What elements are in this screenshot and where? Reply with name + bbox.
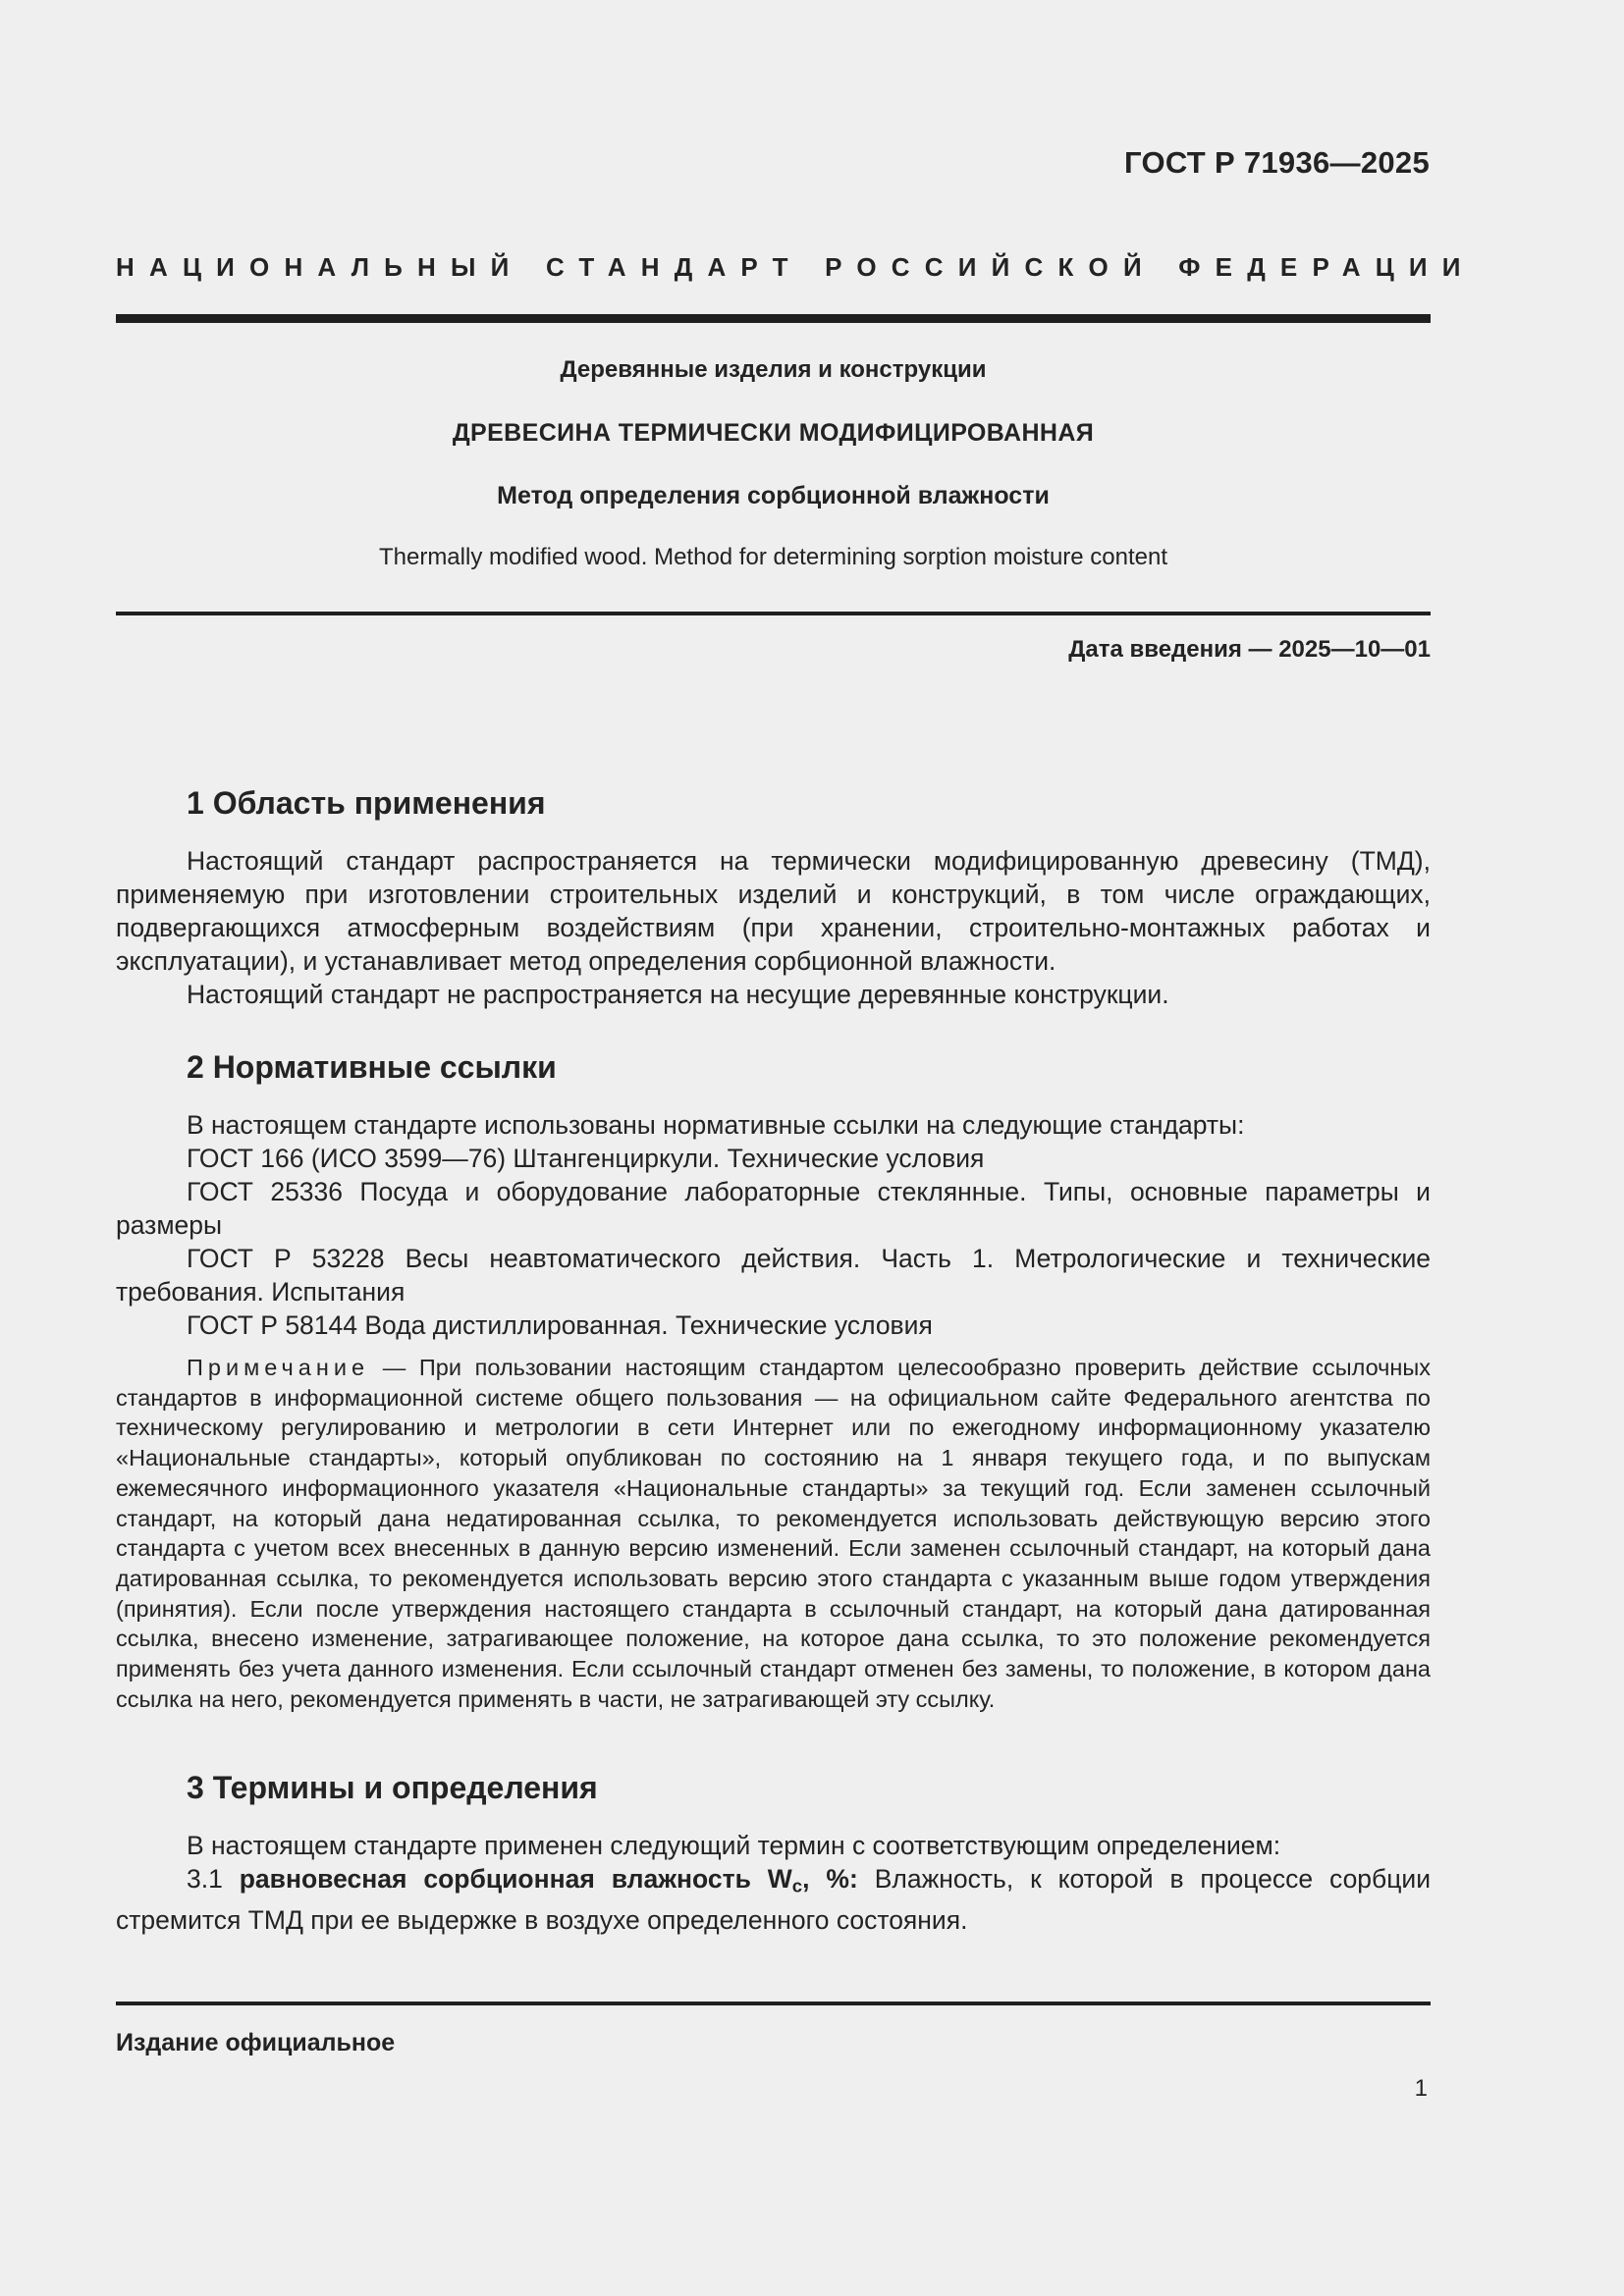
section-terms-body [116, 1829, 1431, 1937]
introduction-date: Дата введения — 2025—10—01 [1068, 636, 1431, 663]
reference-item: ГОСТ Р 53228 Весы неавтоматического действия. Часть 1. Метрологические и технические требования. Испытания [116, 1244, 1431, 1307]
section-references-body [116, 1108, 1431, 1342]
term-subscript: c [791, 1875, 803, 1896]
term-name: равновесная сорбционная влажность W [239, 1864, 792, 1894]
title-rule [116, 612, 1431, 615]
term-text: Влажность, к которой в процессе сорбции стремится ТМД при ее выдержке в воздухе определенного состояния. [116, 1864, 1432, 1935]
section-heading-references: 2 Нормативные ссылки [187, 1049, 557, 1085]
main-title: ДРЕВЕСИНА ТЕРМИЧЕСКИ МОДИФИЦИРОВАННАЯ [452, 419, 1095, 447]
note-text: — При пользовании настоящим стандартом целесообразно проверить действие ссылочных стандартов в информационной системе общего пользования — на официальном сайте Федерального агентства по техническому регулированию и метрологии в сети Интернет или по ежегодному информационному указателю «Национальные стандарты», который опубликован по состоянию на 1 января текущего года, и по выпускам ежемесячного информационного указателя «Национальные стандарты» за текущий год. Если заменен ссылочный стандарт, на который дана недатированная ссылка, то рекомендуется использовать действующую версию этого стандарта с учетом всех внесенных в данную версию изменений. Если заменен ссылочный стандарт, на который дана датированная ссылка, то рекомендуется использовать версию этого стандарта с указанным выше годом утверждения (принятия). Если после утверждения настоящего стандарта в ссылочный стандарт, на который дана датированная ссылка, внесено изменение, затрагивающее положение, на которое дана ссылка, то это положение рекомендуется применять без учета данного изменения. Если ссылочный стандарт отменен без замены, то положение, в котором дана ссылка на него, рекомендуется применять в части, не затрагивающей эту ссылку. [116, 1355, 1431, 1712]
reference-item: ГОСТ 166 (ИСО 3599—76) Штангенциркули. Технические условия [187, 1144, 985, 1173]
term-unit: , %: [802, 1864, 858, 1894]
paragraph: В настоящем стандарте использованы нормативные ссылки на следующие стандарты: [187, 1110, 1245, 1140]
document-code: ГОСТ Р 71936—2025 [1124, 145, 1430, 180]
section-heading-terms: 3 Термины и определения [187, 1770, 598, 1805]
page-number: 1 [1414, 2075, 1428, 2102]
series-title: Деревянные изделия и конструкции [560, 356, 987, 383]
footer-rule [116, 2002, 1431, 2005]
paragraph: Настоящий стандарт не распространяется на несущие деревянные конструкции. [187, 980, 1169, 1009]
section-scope-body [116, 844, 1431, 1011]
references-note [116, 1353, 1431, 1714]
paragraph: В настоящем стандарте применен следующий термин с соответствующим определением: [187, 1831, 1281, 1860]
national-standard-banner: НАЦИОНАЛЬНЫЙ СТАНДАРТ РОССИЙСКОЙ ФЕДЕРАЦИИ [116, 252, 1476, 282]
reference-item: ГОСТ 25336 Посуда и оборудование лабораторные стеклянные. Типы, основные параметры и размеры [116, 1177, 1431, 1240]
term-number: 3.1 [187, 1864, 240, 1894]
subtitle: Метод определения сорбционной влажности [497, 482, 1050, 509]
section-heading-scope: 1 Область применения [187, 785, 546, 821]
note-label: Примечание [187, 1355, 370, 1380]
reference-item: ГОСТ Р 58144 Вода дистиллированная. Технические условия [187, 1310, 933, 1340]
term-definition [116, 1862, 1431, 1937]
header-rule [116, 314, 1431, 323]
official-edition-label: Издание официальное [116, 2029, 396, 2056]
english-title: Thermally modified wood. Method for determining sorption moisture content [378, 544, 1168, 570]
paragraph: Настоящий стандарт распространяется на термически модифицированную древесину (ТМД), применяемую при изготовлении строительных изделий и конструкций, в том числе ограждающих, подвергающихся атмосферным воздействиям (при хранении, строительно-монтажных работах и эксплуатации), и устанавливает метод определения сорбционной влажности. [116, 846, 1431, 976]
